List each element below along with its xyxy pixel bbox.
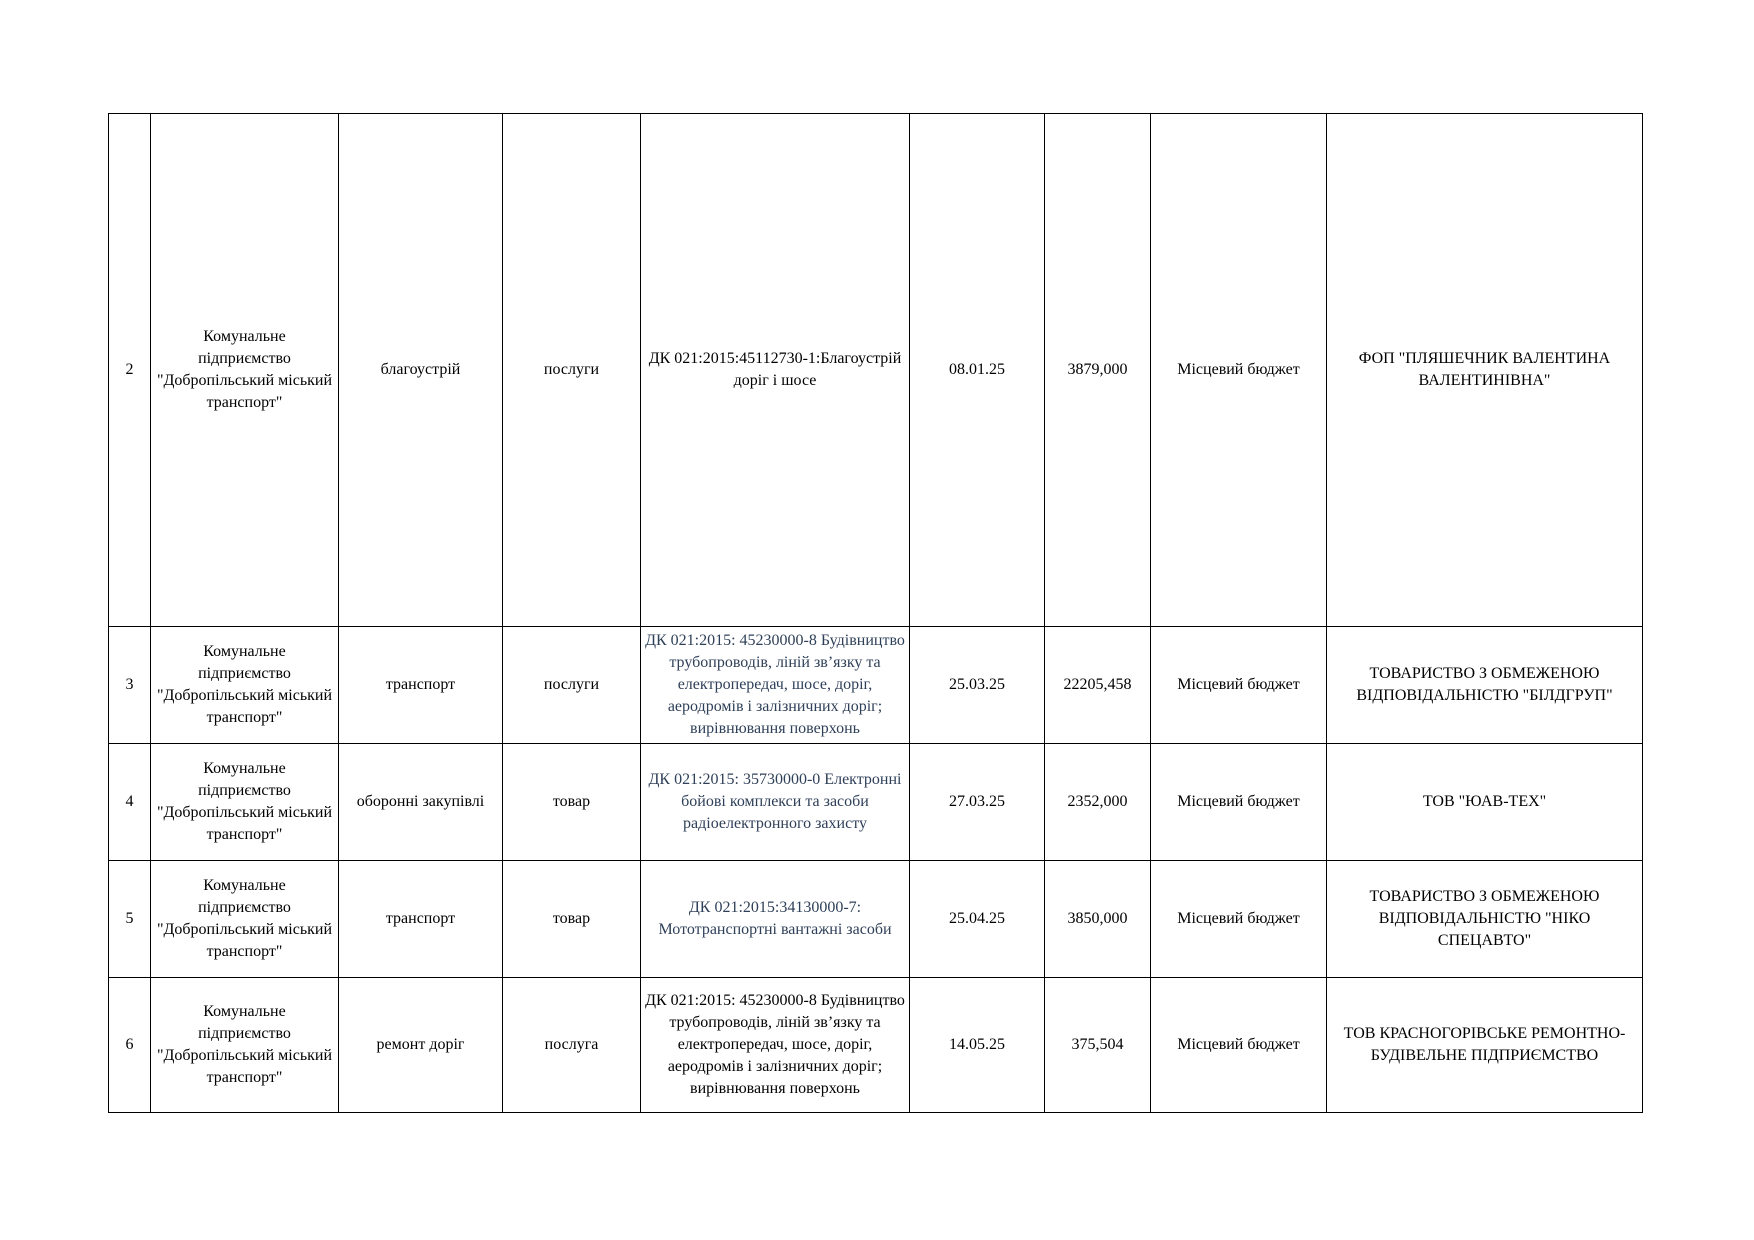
cell-number: 4 [109, 744, 151, 861]
cell-funding-source: Місцевий бюджет [1151, 978, 1327, 1113]
cell-number: 6 [109, 978, 151, 1113]
cell-cpv-code: ДК 021:2015: 45230000-8 Будівництво трубопроводів, ліній зв’язку та електропередач, шосе, доріг, аеродромів і залізничних доріг; вирівнювання поверхонь [641, 978, 910, 1113]
cell-date: 27.03.25 [910, 744, 1045, 861]
cell-number: 5 [109, 861, 151, 978]
cell-customer: Комунальне підприємство "Добропільський міський транспорт" [151, 744, 339, 861]
cell-funding-source: Місцевий бюджет [1151, 114, 1327, 627]
cell-number: 2 [109, 114, 151, 627]
cell-cpv-code: ДК 021:2015:45112730-1:Благоустрій доріг і шосе [641, 114, 910, 627]
cell-date: 14.05.25 [910, 978, 1045, 1113]
cell-cpv-code: ДК 021:2015: 45230000-8 Будівництво трубопроводів, ліній зв’язку та електропередач, шосе, доріг, аеродромів і залізничних доріг; вирівнювання поверхонь [641, 627, 910, 744]
cell-supplier: ТОВАРИСТВО З ОБМЕЖЕНОЮ ВІДПОВІДАЛЬНІСТЮ "БІЛДГРУП" [1327, 627, 1643, 744]
table-row [109, 978, 1643, 1113]
cell-funding-source: Місцевий бюджет [1151, 627, 1327, 744]
cell-customer: Комунальне підприємство "Добропільський міський транспорт" [151, 627, 339, 744]
cell-subject: ремонт доріг [339, 978, 503, 1113]
cell-type: послуги [503, 627, 641, 744]
table-row [109, 114, 1643, 627]
cell-subject: благоустрій [339, 114, 503, 627]
cell-funding-source: Місцевий бюджет [1151, 861, 1327, 978]
cell-number: 3 [109, 627, 151, 744]
cell-date: 08.01.25 [910, 114, 1045, 627]
cell-amount: 2352,000 [1045, 744, 1151, 861]
table-row [109, 744, 1643, 861]
cell-subject: транспорт [339, 627, 503, 744]
cell-type: товар [503, 861, 641, 978]
cell-supplier: ТОВ КРАСНОГОРІВСЬКЕ РЕМОНТНО-БУДІВЕЛЬНЕ ПІДПРИЄМСТВО [1327, 978, 1643, 1113]
table-row [109, 627, 1643, 744]
cell-supplier: ТОВАРИСТВО З ОБМЕЖЕНОЮ ВІДПОВІДАЛЬНІСТЮ "НІКО СПЕЦАВТО" [1327, 861, 1643, 978]
cell-supplier: ТОВ "ЮАВ-ТЕХ" [1327, 744, 1643, 861]
cell-supplier: ФОП "ПЛЯШЕЧНИК ВАЛЕНТИНА ВАЛЕНТИНІВНА" [1327, 114, 1643, 627]
cell-customer: Комунальне підприємство "Добропільський міський транспорт" [151, 861, 339, 978]
procurement-table [108, 113, 1643, 1113]
cell-date: 25.03.25 [910, 627, 1045, 744]
cell-type: товар [503, 744, 641, 861]
cell-subject: оборонні закупівлі [339, 744, 503, 861]
cell-cpv-code: ДК 021:2015:34130000-7: Мототранспортні вантажні засоби [641, 861, 910, 978]
cell-funding-source: Місцевий бюджет [1151, 744, 1327, 861]
cell-cpv-code: ДК 021:2015: 35730000-0 Електронні бойові комплекси та засоби радіоелектронного захисту [641, 744, 910, 861]
cell-amount: 375,504 [1045, 978, 1151, 1113]
cell-type: послуга [503, 978, 641, 1113]
cell-customer: Комунальне підприємство "Добропільський міський транспорт" [151, 978, 339, 1113]
cell-amount: 3850,000 [1045, 861, 1151, 978]
cell-amount: 3879,000 [1045, 114, 1151, 627]
cell-type: послуги [503, 114, 641, 627]
cell-subject: транспорт [339, 861, 503, 978]
cell-customer: Комунальне підприємство "Добропільський міський транспорт" [151, 114, 339, 627]
cell-amount: 22205,458 [1045, 627, 1151, 744]
table-row [109, 861, 1643, 978]
cell-date: 25.04.25 [910, 861, 1045, 978]
